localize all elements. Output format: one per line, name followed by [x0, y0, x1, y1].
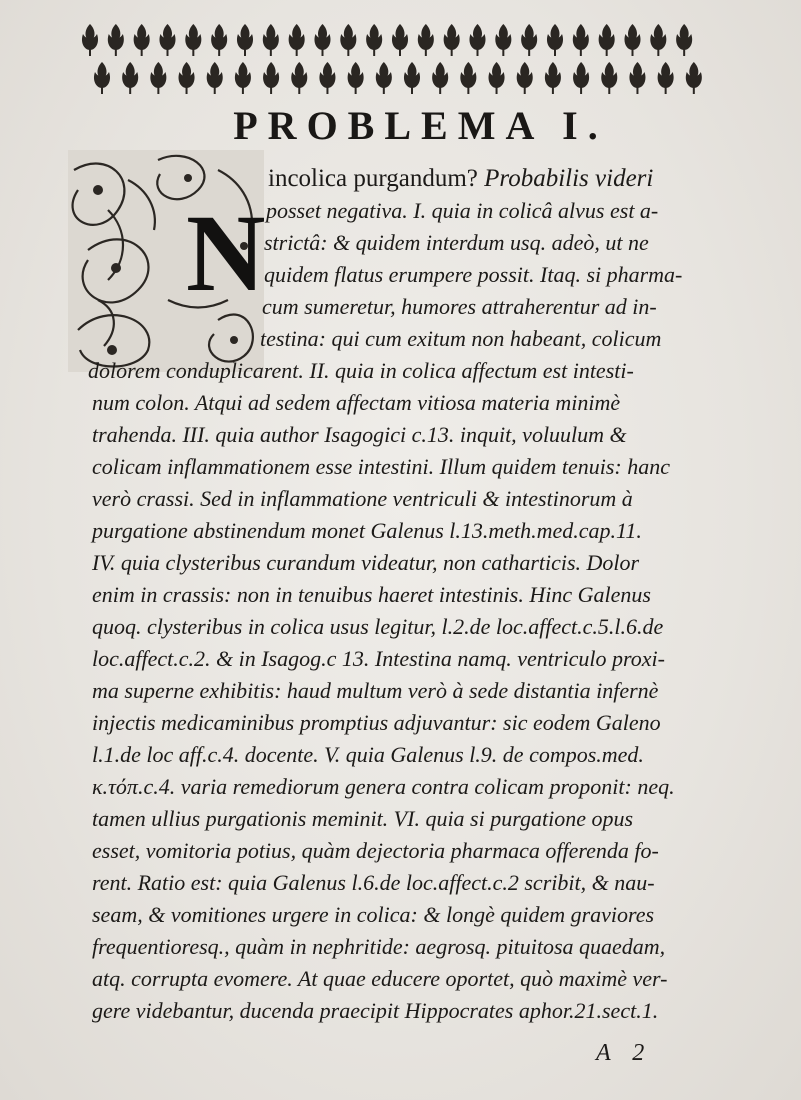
text-line-6: testina: qui cum exitum non habeant, colicum	[260, 326, 662, 351]
text-line-25: frequentioresq., quàm in nephritide: aegrosq. pituitosa quaedam,	[92, 934, 666, 959]
text-line-23: rent. Ratio est: quia Galenus l.6.de loc.affect.c.2 scribit, & nau-	[92, 870, 655, 895]
text-line-21: tamen ullius purgationis meminit. VI. quia si purgatione opus	[92, 806, 634, 831]
first-line-tail: Probabilis videri	[484, 165, 654, 192]
text-line-27: gere videbantur, ducenda praecipit Hippocrates aphor.21.sect.1.	[92, 998, 659, 1023]
text-line-15: quoq. clysteribus in colica usus legitur, l.2.de loc.affect.c.5.l.6.de	[92, 614, 664, 639]
first-line-lead: incolica purgandum?	[268, 165, 478, 192]
text-line-2: posset negativa. I. quia in colicâ alvus est a-	[266, 198, 659, 223]
text-line-22: esset, vomitoria potius, quàm dejectoria pharmaca offerenda fo-	[92, 838, 659, 863]
text-line-18: injectis medicaminibus promptius adjuvantur: sic eodem Galeno	[92, 710, 661, 735]
text-line-17: ma superne exhibitis: haud multum verò à sede distantia infernè	[92, 678, 659, 703]
text-line-10: colicam inflammationem esse intestini. Illum quidem tenuis: hanc	[92, 454, 671, 479]
text-line-14: enim in crassis: non in tenuibus haeret intestinis. Hinc Galenus	[92, 582, 651, 607]
text-line-26: atq. corrupta evomere. At quae educere oportet, quò maximè ver-	[92, 966, 668, 991]
page-title: PROBLEMA I.	[233, 103, 608, 148]
text-line-5: cum sumeretur, humores attraherentur ad in-	[262, 294, 657, 319]
text-line-19: l.1.de loc aff.c.4. docente. V. quia Galenus l.9. de compos.med.	[92, 742, 644, 767]
text-line-20: κ.τόπ.c.4. varia remediorum genera contra colicam proponit: neq.	[92, 774, 675, 799]
text-line-1	[268, 166, 653, 192]
text-line-8: num colon. Atqui ad sedem affectam vitiosa materia minimè	[92, 390, 621, 415]
text-line-12: purgatione abstinendum monet Galenus l.13.meth.med.cap.11.	[92, 518, 642, 543]
text-line-7: dolorem conduplicarent. II. quia in colica affectum est intesti-	[88, 358, 634, 383]
drop-cap-letter: N	[186, 192, 266, 314]
signature-mark: A 2	[596, 1040, 653, 1066]
text-line-16: loc.affect.c.2. & in Isagog.c 13. Intestina namq. ventriculo proxi-	[92, 646, 665, 671]
text-line-9: trahenda. III. quia author Isagogici c.13. inquit, voluulum &	[92, 422, 627, 447]
text-line-24: seam, & vomitiones urgere in colica: & longè quidem graviores	[92, 902, 655, 927]
text-line-4: quidem flatus erumpere possit. Itaq. si pharma-	[264, 262, 683, 287]
text-line-3: strictâ: & quidem interdum usq. adeò, ut ne	[264, 230, 649, 255]
text-line-13: IV. quia clysteribus curandum videatur, non catharticis. Dolor	[92, 550, 640, 575]
text-line-11: verò crassi. Sed in inflammatione ventriculi & intestinorum à	[92, 486, 633, 511]
